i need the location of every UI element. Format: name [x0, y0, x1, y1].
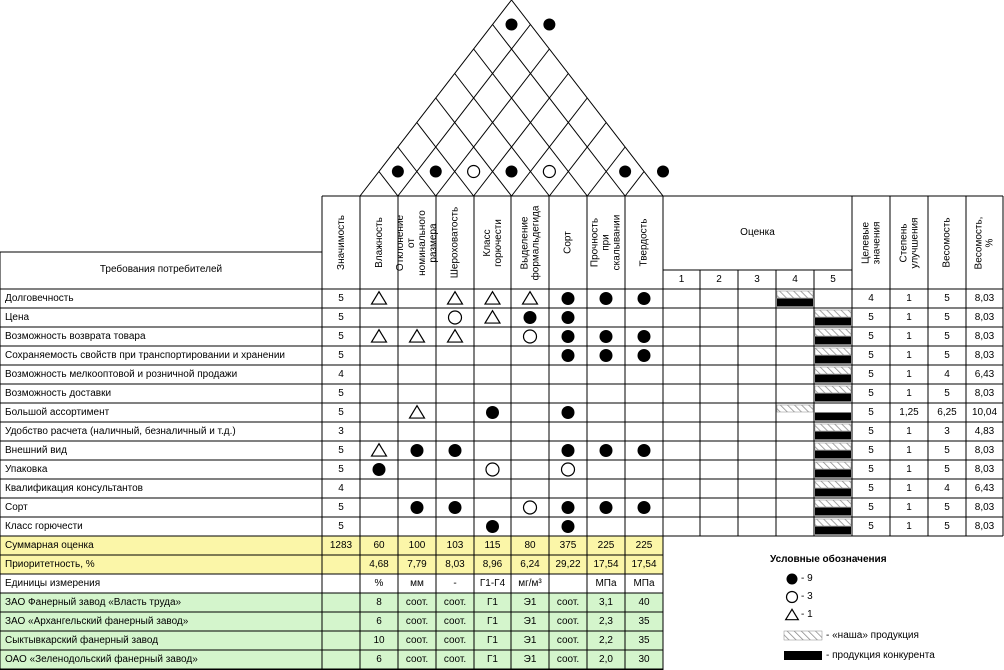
relation-strong-9-icon	[373, 463, 386, 476]
summary-value: соот.	[556, 597, 580, 608]
summary-value: Г1	[487, 597, 498, 608]
right-value-weight-pct: 6,43	[974, 369, 995, 380]
summary-value: соот.	[405, 635, 429, 646]
summary-label: Единицы измерения	[5, 578, 101, 589]
relation-strong-9-icon	[562, 406, 575, 419]
right-value-weight: 4	[944, 369, 950, 380]
right-value-improve: 1	[906, 331, 912, 342]
summary-value: соот.	[405, 654, 429, 665]
summary-value: 2,3	[599, 616, 613, 627]
column-header: Сорт	[562, 231, 574, 254]
requirement-label: Упаковка	[5, 464, 48, 475]
right-value-improve: 1	[906, 521, 912, 532]
column-header: Твердость	[638, 218, 650, 267]
relation-strong-9-icon	[638, 349, 651, 362]
right-value-weight: 5	[944, 464, 950, 475]
competitor-rating-bar	[815, 432, 851, 440]
right-value-weight: 3	[944, 426, 950, 437]
scale-label-1: 1	[678, 274, 685, 285]
requirements-title: Требования потребителей	[99, 264, 223, 275]
relation-strong-9-icon	[638, 444, 651, 457]
relation-strong-9-icon	[486, 406, 499, 419]
right-value-improve: 1	[906, 388, 912, 399]
relation-strong-9-icon	[638, 501, 651, 514]
right-value-weight: 5	[944, 521, 950, 532]
summary-value: соот.	[405, 616, 429, 627]
summary-value: 2,2	[599, 635, 613, 646]
our-product-rating-bar	[815, 443, 851, 450]
column-header: Значимость	[335, 215, 347, 270]
right-column-header: Целевые значения	[860, 221, 883, 264]
right-value-improve: 1	[906, 502, 912, 513]
legend-label: - 1	[801, 609, 813, 620]
summary-value: 30	[638, 654, 650, 665]
summary-value: 8,03	[445, 559, 465, 570]
our-product-rating-bar	[815, 519, 851, 526]
summary-value: 115	[484, 540, 501, 551]
competitor-rating-bar	[815, 489, 851, 497]
right-value-weight-pct: 8,03	[974, 388, 995, 399]
summary-value: соот.	[405, 597, 429, 608]
right-value-weight: 4	[944, 483, 950, 494]
our-product-rating-bar	[815, 500, 851, 507]
our-product-rating-bar	[815, 329, 851, 336]
roof-correlation-strong-9-icon	[506, 166, 518, 178]
roof-correlation-strong-9-icon	[619, 166, 631, 178]
requirement-label: Сохраняемость свойств при транспортировании и хранении	[5, 350, 285, 361]
summary-value: 2,0	[599, 654, 613, 665]
summary-value: мг/м³	[518, 578, 542, 589]
importance-value: 5	[338, 350, 344, 361]
relation-strong-9-icon	[486, 520, 499, 533]
right-value-weight: 5	[944, 312, 950, 323]
summary-value: соот.	[443, 654, 467, 665]
summary-value: Э1	[523, 654, 537, 665]
our-product-rating-bar	[815, 310, 851, 317]
summary-value: 35	[638, 616, 650, 627]
relation-weak-1-icon	[372, 292, 387, 304]
column-header: Влажность	[373, 217, 385, 268]
summary-value: 40	[638, 597, 650, 608]
relation-medium-3-icon	[486, 463, 499, 476]
summary-value: соот.	[556, 635, 580, 646]
summary-value: 100	[408, 540, 426, 551]
relation-weak-1-icon	[448, 292, 463, 304]
scale-label-4: 4	[792, 274, 798, 285]
summary-value: 225	[597, 540, 615, 551]
requirement-label: Класс горючести	[5, 521, 83, 532]
relation-strong-9-icon	[449, 501, 462, 514]
summary-value: 3,1	[599, 597, 613, 608]
summary-value: 8,96	[482, 559, 503, 570]
requirement-label: Возможность мелкооптовой и розничной продажи	[5, 369, 238, 380]
competitor-rating-bar	[815, 508, 851, 516]
relation-medium-3-icon	[524, 330, 537, 343]
right-value-improve: 1	[906, 483, 912, 494]
relation-strong-9-icon	[562, 520, 575, 533]
summary-value: Г1-Г4	[479, 578, 506, 589]
summary-label: ЗАО «Архангельский фанерный завод»	[5, 616, 189, 627]
roof-correlation-strong-9-icon	[392, 166, 404, 178]
right-value-improve: 1	[906, 464, 912, 475]
summary-value: МПа	[633, 578, 655, 589]
column-header: Шероховатость	[449, 206, 461, 279]
roof-correlation-strong-9-icon	[430, 166, 442, 178]
competitor-rating-bar	[815, 337, 851, 345]
right-value-weight-pct: 10,04	[971, 407, 998, 418]
requirement-label: Возможность доставки	[5, 388, 112, 399]
summary-value: -	[453, 578, 457, 589]
legend-label: - «наша» продукция	[826, 630, 919, 641]
requirement-label: Цена	[5, 312, 30, 323]
evaluation-title: Оценка	[740, 227, 775, 238]
relation-medium-3-icon	[449, 311, 462, 324]
summary-value: 375	[559, 540, 577, 551]
summary-value: МПа	[595, 578, 617, 589]
roof-correlation-strong-9-icon	[543, 19, 555, 31]
right-value-target: 5	[868, 521, 874, 532]
right-value-improve: 1	[906, 445, 912, 456]
legend-medium-3-icon	[787, 592, 798, 603]
summary-value: %	[374, 578, 384, 589]
summary-value: 8	[376, 597, 382, 608]
our-product-rating-bar	[815, 386, 851, 393]
our-product-rating-bar	[777, 405, 813, 412]
right-value-weight-pct: 8,03	[974, 464, 995, 475]
summary-value: Г1	[487, 616, 498, 627]
right-value-weight-pct: 8,03	[974, 331, 995, 342]
right-value-improve: 1	[906, 426, 912, 437]
roof-correlation-medium-3-icon	[468, 166, 480, 178]
competitor-rating-bar	[815, 375, 851, 383]
right-value-weight: 5	[944, 445, 950, 456]
column-header: Класс горючести	[481, 218, 504, 267]
our-product-rating-bar	[815, 481, 851, 488]
requirement-label: Сорт	[5, 502, 28, 513]
legend-our-product-swatch-icon	[784, 631, 822, 640]
right-value-weight-pct: 6,43	[974, 483, 995, 494]
summary-value: 103	[446, 540, 464, 551]
relation-weak-1-icon	[485, 311, 500, 323]
relation-strong-9-icon	[411, 501, 424, 514]
summary-value: 60	[373, 540, 385, 551]
summary-value: 6,24	[520, 559, 540, 570]
right-value-target: 5	[868, 388, 874, 399]
right-value-target: 5	[868, 369, 874, 380]
relation-strong-9-icon	[562, 311, 575, 324]
right-value-improve: 1,25	[899, 407, 919, 418]
summary-value	[322, 574, 360, 593]
relation-strong-9-icon	[449, 444, 462, 457]
importance-value: 5	[338, 502, 344, 513]
right-value-target: 5	[868, 502, 874, 513]
roof-correlation-strong-9-icon	[657, 166, 669, 178]
right-column-header: Весомость	[941, 217, 953, 268]
requirement-label: Возможность возврата товара	[5, 331, 146, 342]
right-value-weight: 5	[944, 350, 950, 361]
our-product-rating-bar	[815, 424, 851, 431]
importance-value: 3	[338, 426, 344, 437]
summary-label: Приоритетность, %	[5, 559, 95, 570]
summary-value: 225	[635, 540, 653, 551]
summary-value	[549, 574, 587, 593]
summary-value: соот.	[443, 616, 467, 627]
summary-value: 35	[638, 635, 650, 646]
relation-strong-9-icon	[562, 292, 575, 305]
right-value-target: 5	[868, 331, 874, 342]
relation-strong-9-icon	[600, 292, 613, 305]
relation-strong-9-icon	[562, 330, 575, 343]
summary-value: 6	[376, 654, 382, 665]
importance-value: 4	[338, 369, 344, 380]
relation-strong-9-icon	[600, 330, 613, 343]
relation-weak-1-icon	[448, 330, 463, 342]
right-value-target: 5	[868, 464, 874, 475]
summary-label: ЗАО Фанерный завод «Власть труда»	[5, 597, 182, 608]
competitor-rating-bar	[815, 470, 851, 478]
right-value-weight-pct: 8,03	[974, 350, 995, 361]
right-value-weight-pct: 4,83	[974, 426, 995, 437]
legend-strong-9-icon	[787, 574, 798, 585]
summary-value: Г1	[487, 654, 498, 665]
relation-strong-9-icon	[600, 349, 613, 362]
summary-value	[322, 555, 360, 574]
relation-weak-1-icon	[485, 292, 500, 304]
column-header: Отклонение от номинального размера	[395, 209, 439, 276]
right-value-target: 5	[868, 426, 874, 437]
right-value-improve: 1	[906, 350, 912, 361]
right-value-weight-pct: 8,03	[974, 312, 995, 323]
legend-competitor-swatch-icon	[784, 651, 822, 660]
relation-strong-9-icon	[562, 349, 575, 362]
requirement-label: Квалификация консультантов	[5, 483, 143, 494]
summary-value: соот.	[556, 616, 580, 627]
right-value-target: 5	[868, 312, 874, 323]
right-value-improve: 1	[906, 369, 912, 380]
summary-label: ОАО «Зеленодольский фанерный завод»	[5, 654, 198, 665]
requirement-label: Внешний вид	[5, 445, 67, 456]
summary-label: Сыктывкарский фанерный завод	[5, 635, 159, 646]
column-header: Прочность при скалывании	[589, 214, 623, 271]
right-value-weight: 5	[944, 293, 950, 304]
scale-label-5: 5	[830, 274, 836, 285]
summary-value: 4,68	[369, 559, 389, 570]
legend-label: - 9	[801, 573, 813, 584]
requirement-label: Удобство расчета (наличный, безналичный и т.д.)	[5, 426, 236, 437]
right-value-target: 5	[868, 445, 874, 456]
importance-value: 4	[338, 483, 344, 494]
relation-strong-9-icon	[524, 311, 537, 324]
relation-medium-3-icon	[562, 463, 575, 476]
scale-label-2: 2	[716, 274, 722, 285]
right-column-header: Степень улучшения	[898, 217, 921, 268]
summary-value: мм	[410, 578, 424, 589]
relation-strong-9-icon	[600, 444, 613, 457]
competitor-rating-bar	[815, 318, 851, 326]
importance-value: 5	[338, 312, 344, 323]
importance-value: 5	[338, 388, 344, 399]
competitor-rating-bar	[815, 356, 851, 364]
right-value-weight-pct: 8,03	[974, 445, 995, 456]
competitor-rating-bar	[815, 394, 851, 402]
summary-value: 80	[524, 540, 536, 551]
right-value-weight-pct: 8,03	[974, 502, 995, 513]
legend-label: - продукция конкурента	[826, 650, 935, 661]
roof-correlation-strong-9-icon	[506, 19, 518, 31]
summary-value: 17,54	[631, 559, 657, 570]
summary-value: 7,79	[407, 559, 427, 570]
summary-value: 17,54	[593, 559, 619, 570]
right-value-weight: 6,25	[937, 407, 957, 418]
requirement-label: Долговечность	[5, 293, 74, 304]
relation-medium-3-icon	[524, 501, 537, 514]
importance-value: 5	[338, 407, 344, 418]
competitor-rating-bar	[815, 413, 851, 421]
competitor-rating-bar	[815, 451, 851, 459]
legend-label: - 3	[801, 591, 813, 602]
right-value-target: 4	[868, 293, 874, 304]
our-product-rating-bar	[815, 367, 851, 374]
legend-weak-1-icon	[786, 609, 799, 619]
right-value-improve: 1	[906, 293, 912, 304]
relation-strong-9-icon	[562, 501, 575, 514]
scale-label-3: 3	[754, 274, 760, 285]
right-value-target: 5	[868, 483, 874, 494]
summary-value: соот.	[443, 635, 467, 646]
right-value-improve: 1	[906, 312, 912, 323]
summary-value: 6	[376, 616, 382, 627]
our-product-rating-bar	[815, 462, 851, 469]
relation-strong-9-icon	[562, 444, 575, 457]
right-value-weight: 5	[944, 388, 950, 399]
relation-weak-1-icon	[410, 330, 425, 342]
summary-value: 29,22	[555, 559, 581, 570]
right-value-target: 5	[868, 350, 874, 361]
right-value-target: 5	[868, 407, 874, 418]
relation-weak-1-icon	[372, 330, 387, 342]
importance-value: 5	[338, 331, 344, 342]
summary-label: Суммарная оценка	[5, 540, 94, 551]
summary-value: соот.	[556, 654, 580, 665]
right-value-weight-pct: 8,03	[974, 293, 995, 304]
importance-value: 5	[338, 293, 344, 304]
importance-value: 5	[338, 521, 344, 532]
right-value-weight: 5	[944, 502, 950, 513]
importance-value: 5	[338, 445, 344, 456]
relation-weak-1-icon	[410, 406, 425, 418]
summary-value: соот.	[443, 597, 467, 608]
relation-weak-1-icon	[372, 444, 387, 456]
our-product-rating-bar	[777, 291, 813, 298]
relation-strong-9-icon	[638, 330, 651, 343]
summary-value: 10	[373, 635, 385, 646]
summary-value: Э1	[523, 635, 537, 646]
requirement-label: Большой ассортимент	[5, 407, 110, 418]
column-header: Выделение формальдегида	[519, 205, 541, 280]
roof-correlation-medium-3-icon	[543, 166, 555, 178]
summary-value: Э1	[523, 597, 537, 608]
summary-value: Э1	[523, 616, 537, 627]
competitor-rating-bar	[815, 527, 851, 535]
summary-value: 1283	[329, 540, 353, 551]
summary-value: Г1	[487, 635, 498, 646]
right-column-header: Весомость, %	[973, 216, 996, 269]
relation-strong-9-icon	[638, 292, 651, 305]
importance-value: 5	[338, 464, 344, 475]
relation-strong-9-icon	[411, 444, 424, 457]
legend-title: Условные обозначения	[770, 554, 887, 565]
our-product-rating-bar	[815, 348, 851, 355]
right-value-weight: 5	[944, 331, 950, 342]
right-value-weight-pct: 8,03	[974, 521, 995, 532]
competitor-rating-bar	[777, 299, 813, 307]
relation-weak-1-icon	[523, 292, 538, 304]
relation-strong-9-icon	[600, 501, 613, 514]
